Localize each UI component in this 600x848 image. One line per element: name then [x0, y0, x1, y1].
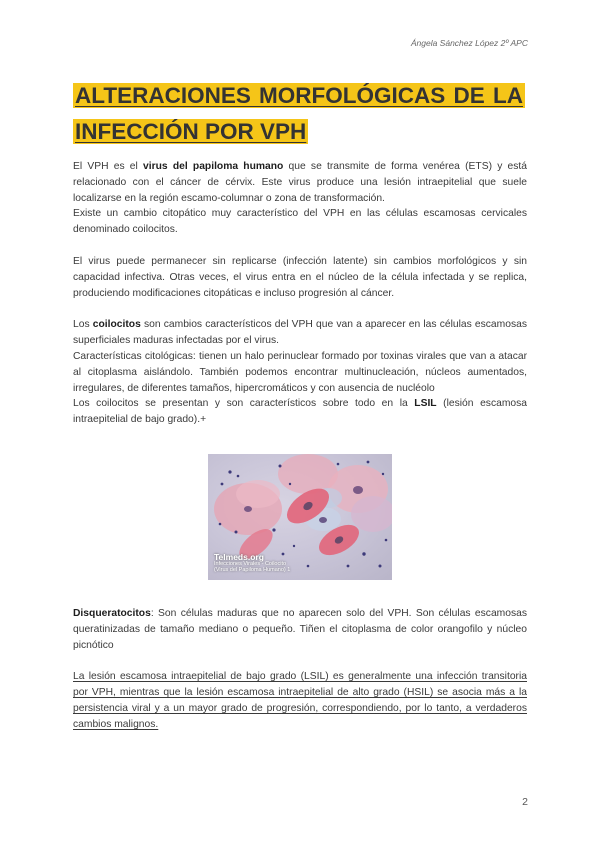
paragraph-coilocitos-intro: Existe un cambio citopático muy característico del VPH en las células escamosas cervicales denominado coilocitos. — [73, 208, 527, 236]
paragraph-intro — [73, 159, 527, 206]
bold-term-coilocitos: coilocitos — [92, 319, 141, 331]
page-title-text: ALTERACIONES MORFOLÓGICAS DE LA INFECCIÓN POR VPH — [75, 83, 523, 144]
paragraph-characteristics: Características citológicas: tienen un halo perinuclear formado por toxinas virales que van a atacar al citoplasma aislándolo. También podemos encontrar multinucleación, núcleos aumentados, irregulares, de diferentes tamaños, hipercromáticos y con ausencia de nucléolo — [73, 350, 527, 394]
page-number: 2 — [522, 796, 528, 808]
text: Los — [73, 319, 93, 331]
paragraph-disqueratocitos — [73, 606, 527, 653]
page-header-author: Ángela Sánchez López 2º APC — [410, 38, 528, 48]
bold-term-virus: virus del papiloma humano — [143, 161, 284, 172]
document-body — [73, 159, 527, 733]
image-caption-subtitle — [214, 561, 290, 574]
image-caption-line: Infecciones Virales - Coilocito — [214, 560, 287, 567]
micrograph-image — [208, 454, 392, 580]
text: : Son células maduras que no aparecen solo del VPH. Son células escamosas queratinizadas de tamaño mediano o pequeño. Tiñen el citoplasma de color orangofilo y núcleo picnótico — [73, 607, 527, 651]
paragraph-latent-infection: El virus puede permanecer sin replicarse (infección latente) sin cambios morfológicos y sin capacidad infectiva. Otras veces, el virus entra en el núcleo de la célula infectada y se replica, produciendo modificaciones citopáticas e incluso progresión al cáncer. — [73, 255, 527, 299]
bold-term-lsil: LSIL — [414, 398, 437, 410]
bold-term-disqueratocitos: Disqueratocitos — [73, 607, 151, 619]
page-title — [73, 78, 525, 150]
paragraph-lsil — [73, 396, 527, 428]
paragraph-lsil-hsil-summary: La lesión escamosa intraepitelial de bajo grado (LSIL) es generalmente una infección transitoria por VPH, mientras que la lesión escamosa intraepitelial de alto grado (HSIL) se asocia más a la persistencia viral y a un mayor grado de progresión, correspondiendo, por lo tanto, a verdaderos cambios malignos. — [73, 671, 527, 730]
text: El VPH es el — [73, 161, 144, 172]
text: Los coilocitos se presentan y son característicos sobre todo en la — [73, 398, 415, 410]
paragraph-coilocitos — [73, 317, 527, 349]
image-caption-line: (Virus del Papiloma Humano) 1 — [214, 567, 291, 574]
image-caption-title: Telmeds.org — [214, 551, 264, 562]
text: que se transmite de forma venérea (ETS) y está relacionado con el cáncer de cérvix. Este virus produce una lesión intraepitelial que suele localizarse en la región escamo-columnar o zona de transformación. — [73, 161, 528, 204]
text: (lesión escamosa intraepitelial de bajo grado).+ — [73, 398, 527, 426]
text: son cambios característicos del VPH que van a aparecer en las células escamosas superficiales maduras infectadas por el virus. — [73, 319, 527, 347]
